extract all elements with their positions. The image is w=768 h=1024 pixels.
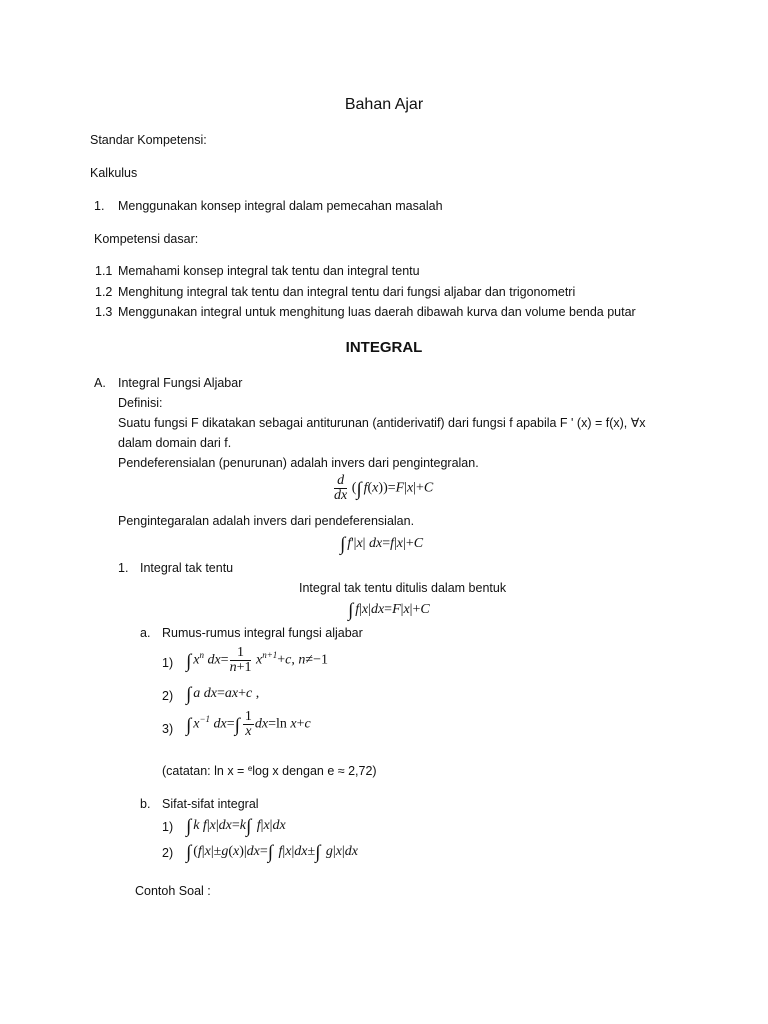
kd-number: 1.1 <box>95 264 113 278</box>
definition-line: Suatu fungsi F dikatakan sebagai antiturunan (antiderivatif) dari fungsi f apabila F ' (x) = f(x), ∀x <box>118 416 646 430</box>
definition-label: Definisi: <box>118 396 163 410</box>
kd-text: Memahami konsep integral tak tentu dan integral tentu <box>118 264 420 278</box>
list-title: Rumus-rumus integral fungsi aljabar <box>162 626 363 640</box>
formula-indefinite-integral: ∫ f|x|dx=F|x|+C <box>348 600 430 621</box>
formula-integral-of-derivative: ∫ f'|x| dx=f|x|+C <box>340 534 424 555</box>
note: (catatan: ln x = $^e$log x dengan e ≈ 2,72) <box>162 764 377 778</box>
definition-line: dalam domain dari f. <box>118 436 232 450</box>
formula-constant-rule: ∫ a dx=ax+c , <box>186 684 260 705</box>
example-label: Contoh Soal : <box>135 884 211 898</box>
section-title: Integral Fungsi Aljabar <box>118 376 243 390</box>
formula-derivative-of-integral: $\frac{d}{dx}$ (∫ f(x))=F|x|+C <box>334 473 434 503</box>
page-title: Bahan Ajar <box>344 96 424 113</box>
kd-number: 1.2 <box>95 285 113 299</box>
item-number: 2) <box>162 846 174 860</box>
list-letter: a. <box>140 626 151 640</box>
section-letter: A. <box>94 376 106 390</box>
subject-label: Kalkulus <box>90 166 138 180</box>
formula-power-rule: ∫ $x^n$ dx= $\frac{1}{n+1}$ $x^{n+1}+c$, n≠−1 <box>186 645 328 675</box>
item-number: 2) <box>162 689 174 703</box>
item-number: 3) <box>162 722 174 736</box>
sk-text: Menggunakan konsep integral dalam pemecahan masalah <box>118 199 443 213</box>
item-number: 1) <box>162 820 174 834</box>
item-number: 1) <box>162 656 174 670</box>
standar-label: Standar Kompetensi: <box>90 133 207 147</box>
paragraph: Pengintegaralan adalah invers dari pendeferensialan. <box>118 514 415 528</box>
subsection-title: Integral tak tentu <box>140 561 234 575</box>
paragraph: Pendeferensialan (penurunan) adalah invers dari pengintegralan. <box>118 456 479 470</box>
kd-label: Kompetensi dasar: <box>94 232 199 246</box>
caption: Integral tak tentu ditulis dalam bentuk <box>299 581 507 595</box>
formula-sum-rule: ∫ (f|x|±g(x)|dx=∫ f|x|dx±∫ g|x|dx <box>186 842 358 863</box>
formula-constant-multiple: ∫ k f|x|dx=k∫ f|x|dx <box>186 816 286 837</box>
kd-text: Menggunakan integral untuk menghitung luas daerah dibawah kurva dan volume benda putar <box>118 305 636 319</box>
kd-text: Menghitung integral tak tentu dan integral tentu dari fungsi aljabar dan trigonometri <box>118 285 576 299</box>
list-title: Sifat-sifat integral <box>162 797 259 811</box>
list-letter: b. <box>140 797 151 811</box>
section-heading: INTEGRAL <box>345 339 423 356</box>
formula-log-rule: ∫ $x^{-1}$ dx=∫ $\frac{1}{x}$ dx=ln x+c <box>186 709 311 739</box>
sk-number: 1. <box>94 199 105 213</box>
subsection-number: 1. <box>118 561 129 575</box>
kd-number: 1.3 <box>95 305 113 319</box>
